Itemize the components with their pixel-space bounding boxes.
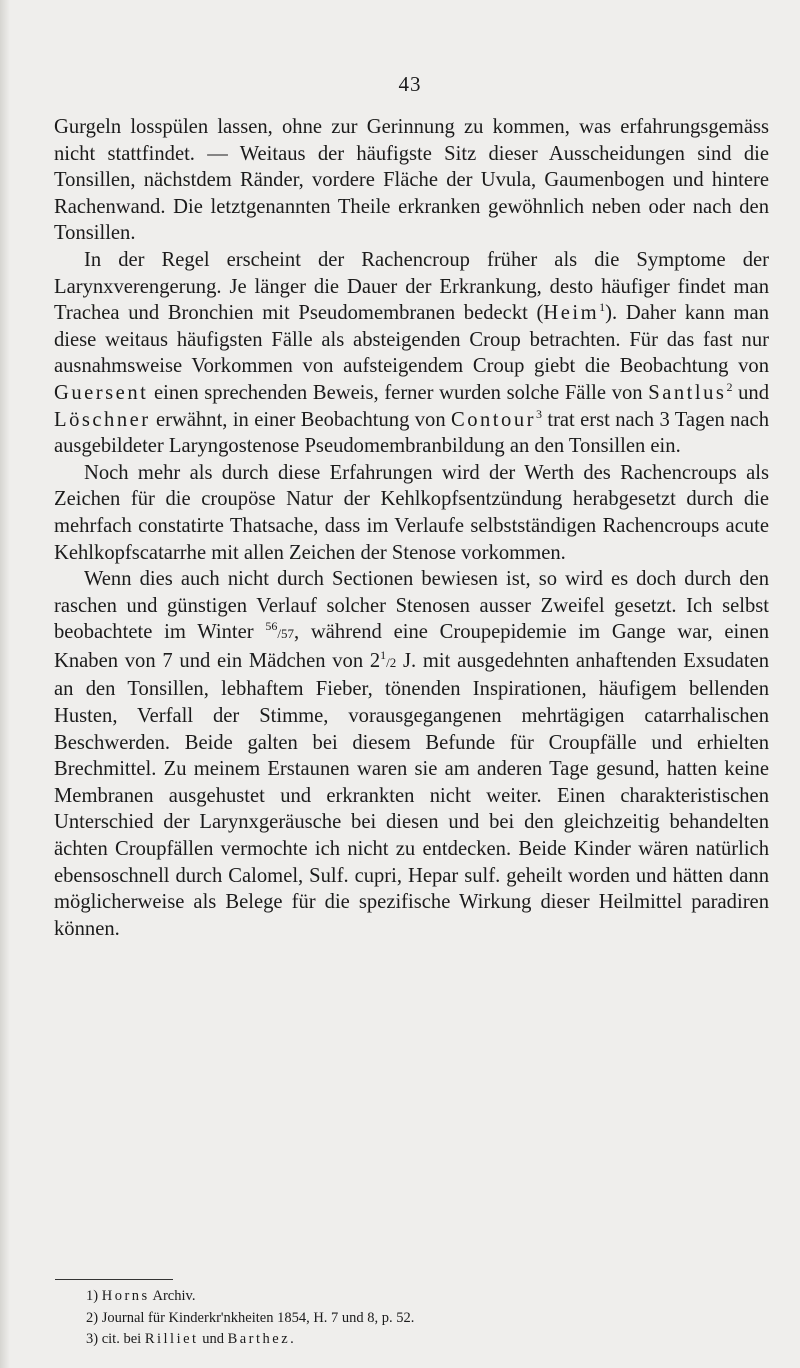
paragraph-2-text: In der Regel erscheint der Rachencroup früher als die Symptome der Larynxverengerung. Je länger die Dauer der Erkrankung, desto häufiger findet man Trachea und Bronchien mit Pseudomembranen bedeckt ( xyxy=(54,248,769,325)
fraction-numerator: 56 xyxy=(265,619,278,634)
footnote-text: cit. bei xyxy=(98,1331,145,1347)
footnote-text: . xyxy=(290,1331,294,1347)
fraction-denominator: /2 xyxy=(386,654,397,670)
footnotes xyxy=(86,1286,726,1351)
paragraph-2-text: einen sprechenden Beweis, ferner wurden solche Fälle von xyxy=(148,381,649,404)
paragraph-4-text: Wenn dies auch nicht durch Sectionen bewiesen ist, so wird es doch durch den raschen und günstigen Verlauf solcher Stenosen ausser Zweifel gesetzt. Ich selbst beobachtete im Winter xyxy=(54,568,769,644)
author-name: Löschner xyxy=(54,408,151,431)
footnote-author: Horns xyxy=(101,1288,150,1304)
footnote-3 xyxy=(86,1329,726,1351)
author-name: Guersent xyxy=(54,381,149,404)
footnote-text: und xyxy=(198,1331,228,1347)
author-name: Heim xyxy=(543,302,600,325)
paragraph-2-text: erwähnt, in einer Beobachtung von xyxy=(150,408,451,431)
fraction-denominator: /57 xyxy=(277,626,294,642)
fraction-numerator: 1 xyxy=(380,647,387,662)
footnote-ref: 3 xyxy=(535,406,542,421)
paragraph-2-text: ). Daher kann man diese weitaus häufigsten Fälle als absteigenden Croup betrachten. Für das fast nur ausnahmsweise Vorkommen von aufsteigendem Croup giebt die Beobachtung von xyxy=(54,302,769,378)
page-number: 43 xyxy=(398,72,422,96)
footnote-number: 2) xyxy=(86,1309,99,1326)
body-text xyxy=(54,114,769,942)
page-edge-shadow xyxy=(0,0,10,1368)
author-name: Contour xyxy=(450,408,536,431)
footnote-number: 1) xyxy=(86,1288,99,1304)
author-name: Santlus xyxy=(648,381,727,404)
paragraph-1: Gurgeln losspülen lassen, ohne zur Gerinnung zu kommen, was erfahrungsgemäss nicht stattfindet. — Weitaus der häufigste Sitz dieser Ausscheidungen sind die Tonsillen, nächstdem Ränder, vordere Fläche der Uvula, Gaumenbogen und hintere Rachenwand. Die letztgenannten Theile erkranken gewöhnlich neben oder nach den Tonsillen. xyxy=(54,116,769,245)
footnote-ref: 1 xyxy=(599,300,606,315)
paragraph-4-text: J. mit ausgedehnten anhaftenden Exsudaten an den Tonsillen, lebhaftem Fieber, tönenden Inspirationen, häufigem bellenden Husten, Verfall der Stimme, vorausgegangenen mehrtägigen catarrhalischen Beschwerden. Beide galten bei diesem Befunde für Croupfälle und erhielten Brechmittel. Zu meinem Erstaunen waren sie am anderen Tage gesund, hatten keine Membranen ausgehustet und erkrankten nicht weiter. Einen charakteristischen Unterschied der Larynxgeräusche bei diesen und bei den gleichzeitig behandelten ächten Croupfällen vermochte ich nicht zu entdecken. Beide Kinder wären natürlich ebensoschnell durch Calomel, Sulf. cupri, Hepar sulf. geheilt worden und hätten dann möglicherweise als Belege für die spezifische Wirkung dieser Heilmittel paradiren können. xyxy=(54,649,770,940)
footnote-text: Archiv. xyxy=(149,1288,196,1304)
paragraph-4 xyxy=(54,566,769,942)
paragraph-4-text: , während eine Croupepidemie im Gange war, einen Knaben von 7 und ein Mädchen von 2 xyxy=(54,621,769,672)
footnote-ref: 2 xyxy=(726,379,733,394)
paragraph-3: Noch mehr als durch diese Erfahrungen wird der Werth des Rachencroups als Zeichen für die croupöse Natur der Kehlkopfsentzündung herabgesetzt durch die mehrfach constatirte Thatsache, dass im Verlaufe selbstständigen Rachencroups acute Kehlkopfscatarrhe mit allen Zeichen der Stenose vorkommen. xyxy=(54,461,769,564)
footnote-2 xyxy=(86,1308,726,1330)
footnote-text: Journal für Kinderkr'nkheiten 1854, H. 7 und 8, p. 52. xyxy=(98,1309,415,1326)
footnote-number: 3) xyxy=(86,1331,99,1347)
footnote-divider xyxy=(55,1279,173,1280)
paragraph-2-text: trat erst nach 3 Tagen nach ausgebildeter Laryngostenose Pseudomembranbildung an den Tonsillen ein. xyxy=(54,408,769,458)
footnote-1 xyxy=(86,1286,726,1308)
footnote-author: Barthez xyxy=(227,1331,291,1347)
paragraph-2-text: und xyxy=(732,381,769,404)
paragraph-2 xyxy=(54,247,769,460)
footnote-author: Rilliet xyxy=(144,1331,199,1347)
